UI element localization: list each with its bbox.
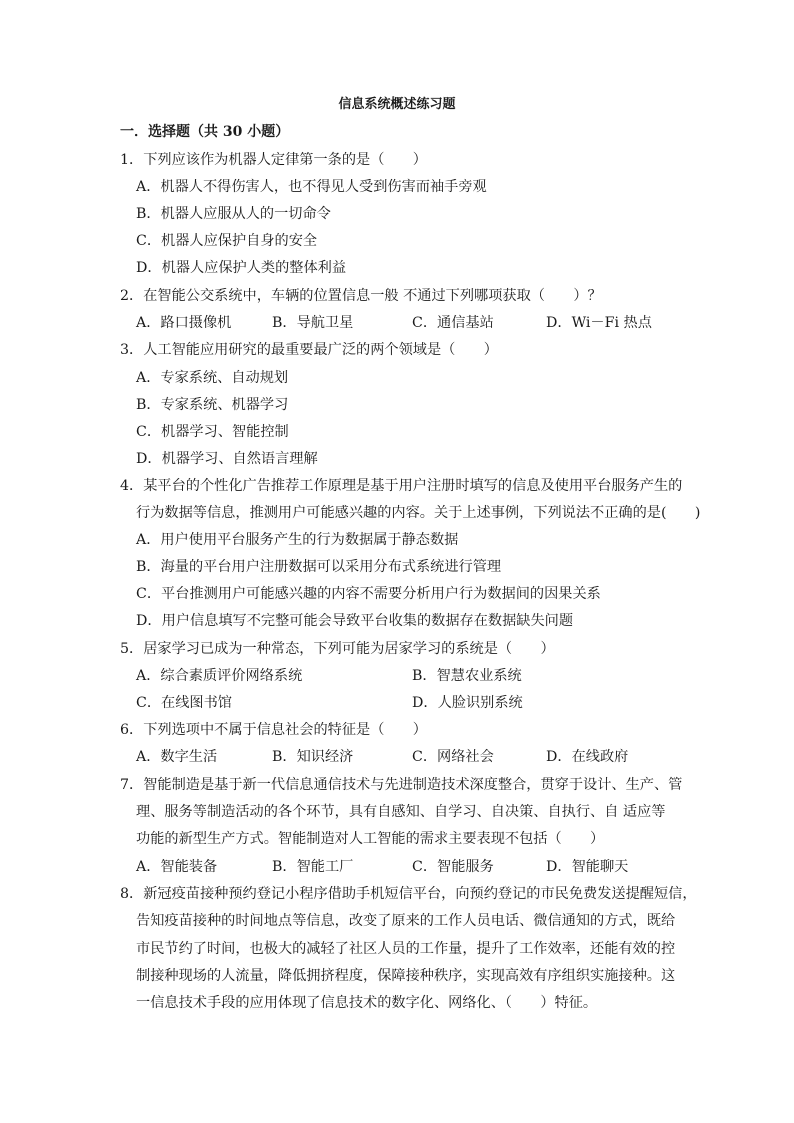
question-stem: 7．智能制造是基于新一代信息通信技术与先进制造技术深度整合，贯穿于设计、生产、管 bbox=[120, 777, 683, 793]
option-b: B．专家系统、机器学习 bbox=[136, 397, 289, 413]
option-row bbox=[136, 748, 736, 766]
question-stem: 5．居家学习已成为一种常态，下列可能为居家学习的系统是（ ） bbox=[120, 641, 555, 657]
question-stem-continued: 制接种现场的人流量，降低拥挤程度，保障接种秩序，实现高效有序组织实施接种。这 bbox=[136, 968, 676, 984]
question-stem-continued: 告知疫苗接种的时间地点等信息，改变了原来的工作人员电话、微信通知的方式，既给 bbox=[136, 913, 676, 929]
question-stem: 8．新冠疫苗接种预约登记小程序借助手机短信平台，向预约登记的市民免费发送提醒短信， bbox=[120, 886, 697, 902]
option-a: A．专家系统、自动规划 bbox=[136, 370, 289, 386]
section-heading: 一．选择题（共 30 小题） bbox=[120, 124, 290, 140]
option-c: C．网络社会 bbox=[412, 749, 494, 765]
option-d: D．智能聊天 bbox=[546, 859, 629, 875]
option-d: D．人脸识别系统 bbox=[412, 695, 523, 711]
option-c: C．智能服务 bbox=[412, 859, 494, 875]
question-stem: 2．在智能公交系统中，车辆的位置信息一般 不通过下列哪项获取（ ）？ bbox=[120, 288, 602, 304]
question-stem: 3．人工智能应用研究的最重要最广泛的两个领域是（ ） bbox=[120, 342, 498, 358]
question-stem: 1．下列应该作为机器人定律第一条的是（ ） bbox=[120, 152, 427, 168]
option-row bbox=[136, 314, 736, 332]
option-d: D．用户信息填写不完整可能会导致平台收集的数据存在数据缺失问题 bbox=[136, 613, 574, 629]
question-stem-continued: 功能的新型生产方式。智能制造对人工智能的需求主要表现不包括（ ） bbox=[136, 831, 605, 847]
option-row bbox=[136, 667, 736, 685]
question-stem-continued: 行为数据等信息，推测用户可能感兴趣的内容。关于上述事例，下列说法不正确的是( ) bbox=[136, 505, 701, 521]
option-b: B．海量的平台用户注册数据可以采用分布式系统进行管理 bbox=[136, 559, 502, 575]
question-stem-continued: 理、服务等制造活动的各个环节，具有自感知、自学习、自决策、自执行、自 适应等 bbox=[136, 804, 666, 820]
option-d: D．机器学习、自然语言理解 bbox=[136, 451, 318, 467]
option-c: C．在线图书馆 bbox=[136, 695, 232, 711]
option-a: A．机器人不得伤害人，也不得见人受到伤害而袖手旁观 bbox=[136, 179, 487, 195]
option-row bbox=[136, 694, 736, 712]
question-stem-continued: 市民节约了时间，也极大的减轻了社区人员的工作量，提升了工作效率，还能有效的控 bbox=[136, 941, 676, 957]
option-b: B．机器人应服从人的一切命令 bbox=[136, 206, 331, 222]
option-row bbox=[136, 858, 736, 876]
option-a: A．综合素质评价网络系统 bbox=[136, 668, 303, 684]
option-a: A．路口摄像机 bbox=[136, 315, 232, 331]
option-c: C．机器学习、智能控制 bbox=[136, 424, 289, 440]
option-b: B．知识经济 bbox=[272, 749, 354, 765]
option-d: D．在线政府 bbox=[546, 749, 629, 765]
option-a: A．智能装备 bbox=[136, 859, 218, 875]
option-c: C．平台推测用户可能感兴趣的内容不需要分析用户行为数据间的因果关系 bbox=[136, 586, 601, 602]
option-b: B．导航卫星 bbox=[272, 315, 354, 331]
option-c: C．通信基站 bbox=[412, 315, 494, 331]
question-stem: 6．下列选项中不属于信息社会的特征是（ ） bbox=[120, 722, 427, 738]
option-c: C．机器人应保护自身的安全 bbox=[136, 233, 318, 249]
option-a: A．数字生活 bbox=[136, 749, 218, 765]
option-a: A．用户使用平台服务产生的行为数据属于静态数据 bbox=[136, 532, 459, 548]
option-b: B．智能工厂 bbox=[272, 859, 354, 875]
option-b: B．智慧农业系统 bbox=[412, 668, 522, 684]
question-stem-continued: 一信息技术手段的应用体现了信息技术的数字化、网络化、（ ）特征。 bbox=[136, 995, 598, 1011]
question-stem: 4．某平台的个性化广告推荐工作原理是基于用户注册时填写的信息及使用平台服务产生的 bbox=[120, 478, 683, 494]
option-d: D．Wi－Fi 热点 bbox=[546, 315, 652, 331]
option-d: D．机器人应保护人类的整体利益 bbox=[136, 260, 347, 276]
document-title: 信息系统概述练习题 bbox=[338, 97, 456, 112]
